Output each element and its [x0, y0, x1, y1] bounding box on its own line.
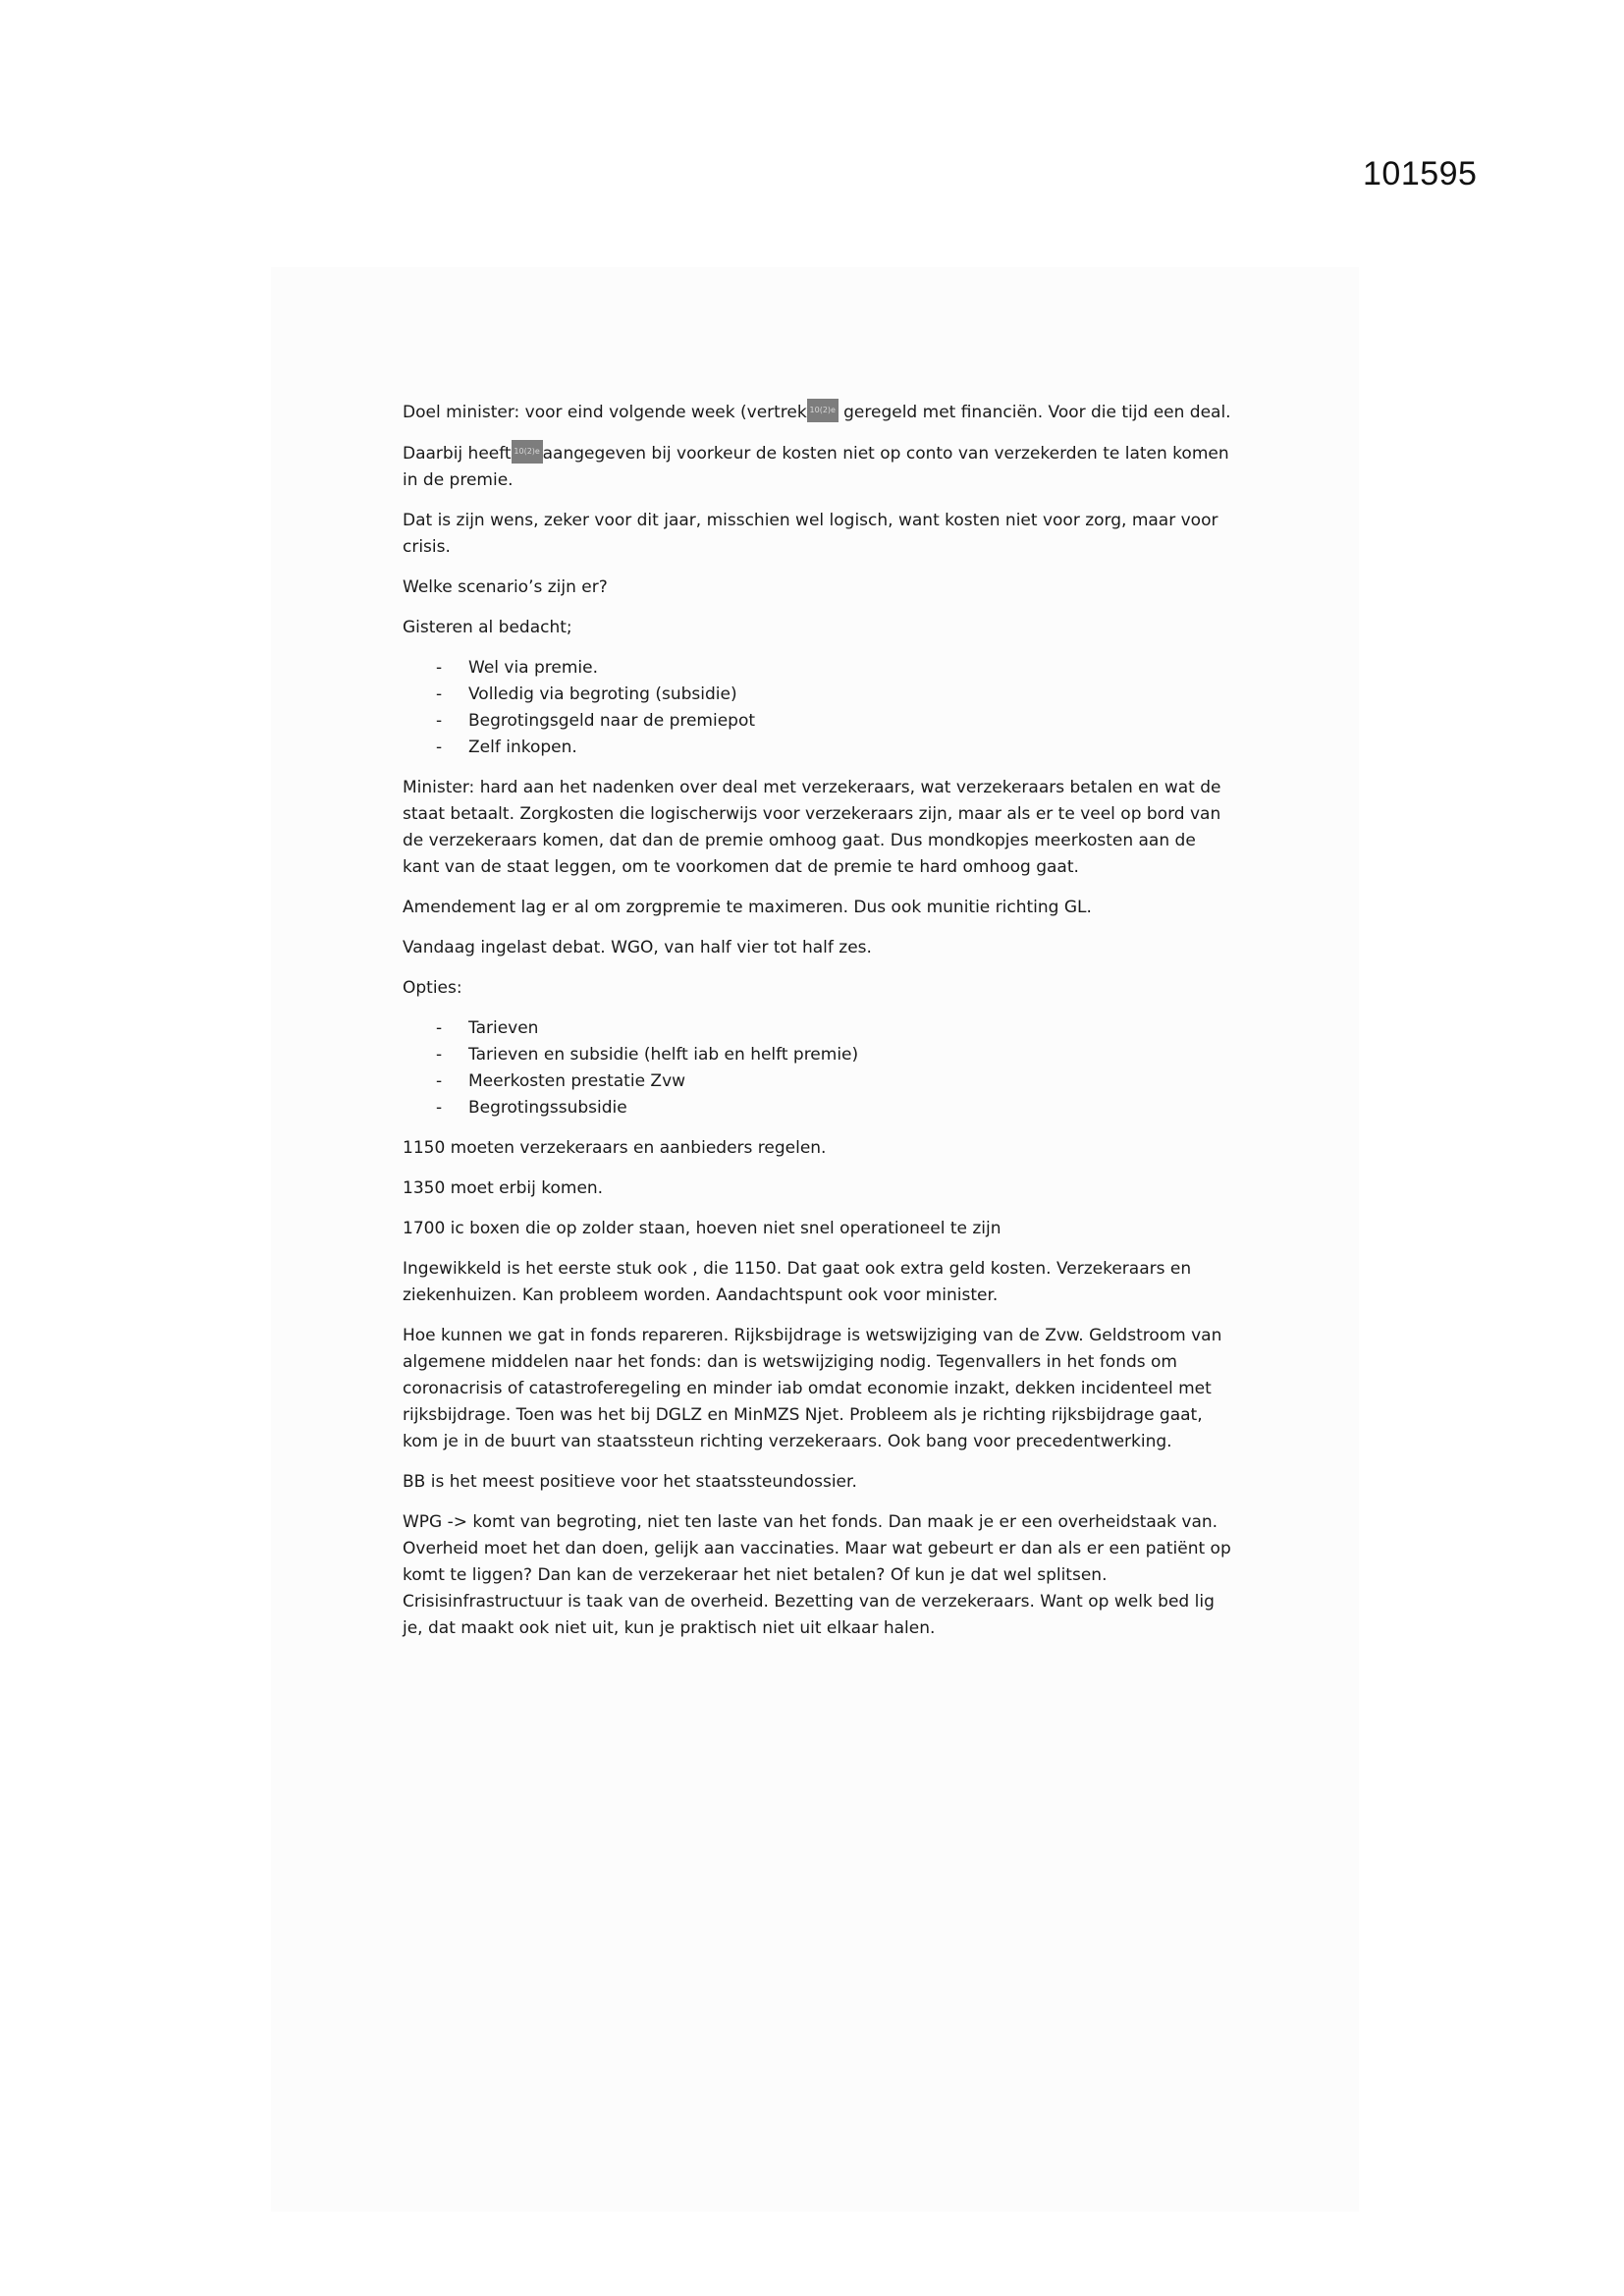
paragraph-gisteren: Gisteren al bedacht; [403, 618, 572, 637]
paragraph-text: Doel minister: voor eind volgende week (vertrek [403, 403, 807, 422]
list-item: - Begrotingssubsidie [403, 1095, 1237, 1121]
paragraph-debat: Vandaag ingelast debat. WGO, van half vier tot half zes. [403, 938, 872, 957]
paragraph-1350: 1350 moet erbij komen. [403, 1178, 604, 1198]
paragraph-text: Daarbij heeft [403, 444, 512, 464]
paragraph-amendement: Amendement lag er al om zorgpremie te maximeren. Dus ook munitie richting GL. [403, 898, 1092, 917]
list-item: - Tarieven [403, 1015, 1237, 1042]
document-body [403, 399, 1237, 1656]
list-item: - Zelf inkopen. [403, 735, 1237, 761]
paragraph-text: geregeld met financiën. Voor die tijd een deal. [838, 403, 1231, 422]
paragraph-opties: Opties: [403, 978, 462, 998]
document-number: 101595 [1363, 155, 1478, 192]
redaction-mark: 10(2)e [512, 440, 543, 464]
paragraph-doel-minister [403, 399, 1237, 426]
list-item: - Wel via premie. [403, 655, 1237, 682]
paragraph-fonds: Hoe kunnen we gat in fonds repareren. Rijksbijdrage is wetswijziging van de Zvw. Geldstroom van algemene middelen naar het fonds: dan is wetswijziging nodig. Tegenvallers in het fonds om coronacrisis of catastroferegeling en minder iab omdat economie inzakt, dekken incidenteel met rijksbijdrage. Toen was het bij DGLZ en MinMZS Njet. Probleem als je richting rijksbijdrage gaat, kom je in de buurt van staatssteun richting verzekeraars. Ook bang voor precedentwerking. [403, 1326, 1222, 1451]
list-item: - Tarieven en subsidie (helft iab en helft premie) [403, 1042, 1237, 1068]
paragraph-daarbij [403, 440, 1237, 494]
paragraph-minister-deal: Minister: hard aan het nadenken over deal met verzekeraars, wat verzekeraars betalen en wat de staat betaalt. Zorgkosten die logischerwijs voor verzekeraars zijn, maar als er te veel op bord van de verzekeraars komen, dat dan de premie omhoog gaat. Dus mondkopjes meerkosten aan de kant van de staat leggen, om te voorkomen dat de premie te hard omhoog gaat. [403, 778, 1221, 877]
paragraph-scenarios: Welke scenario’s zijn er? [403, 577, 608, 597]
list-item: - Volledig via begroting (subsidie) [403, 682, 1237, 708]
paragraph-1700: 1700 ic boxen die op zolder staan, hoeven niet snel operationeel te zijn [403, 1219, 1001, 1238]
scenario-list [403, 655, 1237, 761]
paragraph-ingewikkeld: Ingewikkeld is het eerste stuk ook , die 1150. Dat gaat ook extra geld kosten. Verzekeraars en ziekenhuizen. Kan probleem worden. Aandachtspunt ook voor minister. [403, 1259, 1192, 1305]
list-item: - Meerkosten prestatie Zvw [403, 1068, 1237, 1095]
paragraph-wpg: WPG -> komt van begroting, niet ten laste van het fonds. Dan maak je er een overheidstaak van. Overheid moet het dan doen, gelijk aan vaccinaties. Maar wat gebeurt er dan als er een patiënt op komt te liggen? Dan kan de verzekeraar het niet betalen? Of kun je dat wel splitsen. Crisisinfrastructuur is taak van de overheid. Bezetting van de verzekeraars. Want op welk bed lig je, dat maakt ook niet uit, kun je praktisch niet uit elkaar halen. [403, 1512, 1231, 1638]
redaction-mark: 10(2)e [807, 399, 839, 422]
paragraph-wens: Dat is zijn wens, zeker voor dit jaar, misschien wel logisch, want kosten niet voor zorg, maar voor crisis. [403, 511, 1218, 557]
list-item: - Begrotingsgeld naar de premiepot [403, 708, 1237, 735]
paragraph-bb: BB is het meest positieve voor het staatssteundossier. [403, 1472, 857, 1492]
paragraph-text: aangegeven bij voorkeur de kosten niet op conto van verzekerden te laten komen in de premie. [403, 444, 1229, 490]
paragraph-1150: 1150 moeten verzekeraars en aanbieders regelen. [403, 1138, 827, 1158]
options-list [403, 1015, 1237, 1121]
